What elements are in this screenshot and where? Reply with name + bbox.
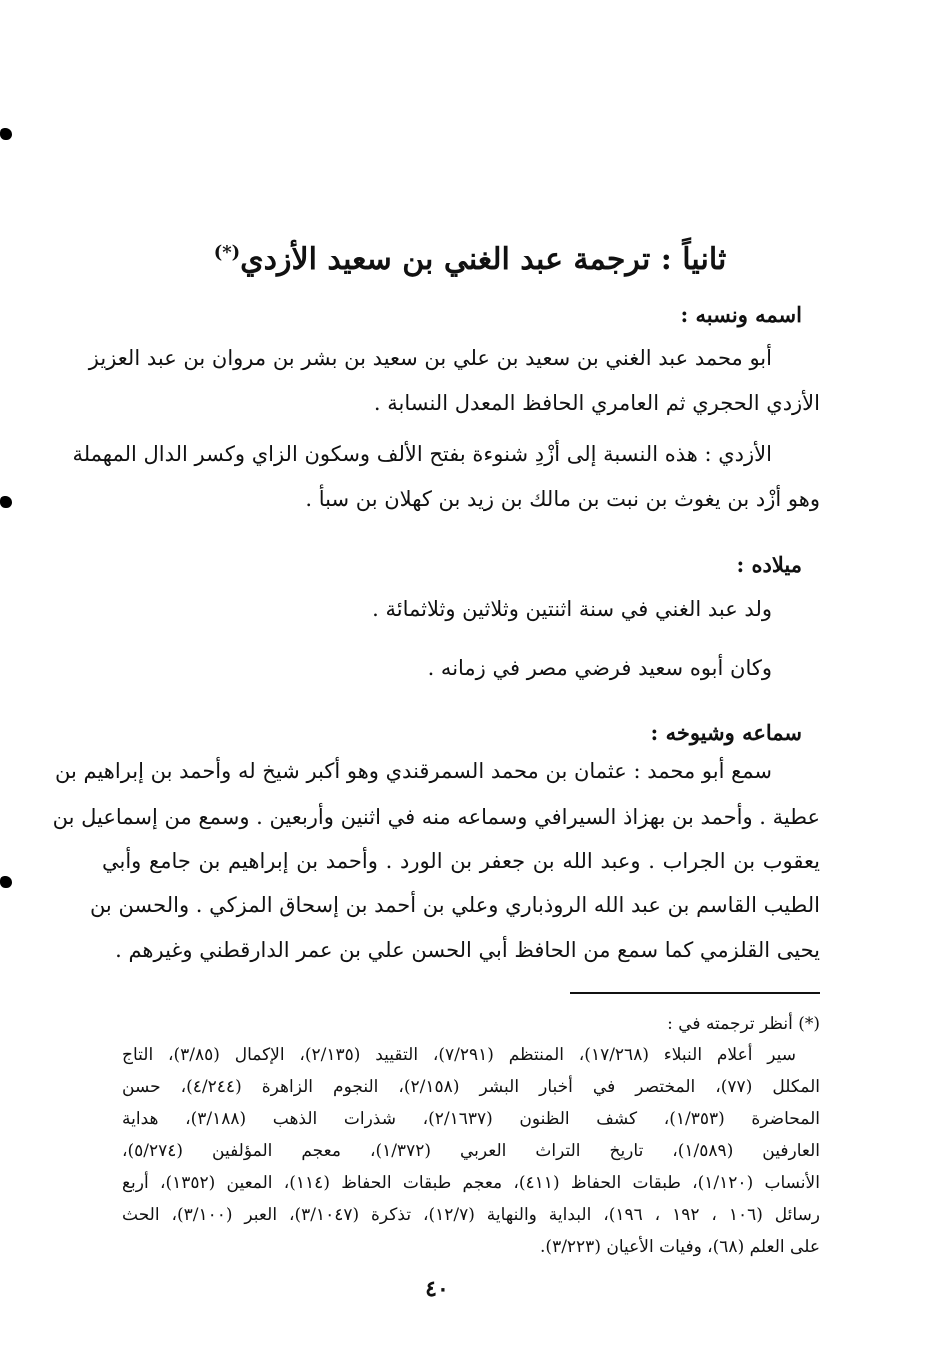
section-heading-birth: ميلاده : xyxy=(736,552,802,577)
chapter-title xyxy=(150,228,790,285)
footnote-line: العارفين (١/٥٨٩)، تاريخ التراث العربي (١/٣٧٢)، معجم المؤلفين (٥/٢٧٤)، xyxy=(122,1141,821,1161)
scan-edge-mark xyxy=(0,876,12,888)
page-number: ٤٠ xyxy=(425,1276,449,1302)
section-heading-name: اسمه ونسبه : xyxy=(680,302,802,327)
paragraph-line: الطيب القاسم بن عبد الله الروذباري وعلي بن أحمد بن إسحاق المزكي . والحسن بن xyxy=(89,893,820,917)
footnote-line: سير أعلام النبلاء (١٧/٢٦٨)، المنتظم (٧/٢٩١)، التقييد (٢/١٣٥)، الإكمال (٣/٨٥)، التاج xyxy=(122,1045,797,1065)
paragraph-line: سمع أبو محمد : عثمان بن محمد السمرقندي وهو أكبر شيخ له وأحمد بن إبراهيم بن xyxy=(54,759,772,783)
paragraph-line: أبو محمد عبد الغني بن سعيد بن علي بن سعيد بن بشر بن مروان بن عبد العزيز xyxy=(88,346,772,370)
footnote-line: على العلم (٦٨)، وفيات الأعيان (٣/٢٢٣). xyxy=(540,1237,820,1257)
paragraph-line: يعقوب بن الجراب . وعبد الله بن جعفر بن الورد . وأحمد بن إبراهيم بن جامع وأبي xyxy=(102,849,820,873)
footnote-separator xyxy=(570,992,820,994)
paragraph-line: الأزدي الحجري ثم العامري الحافظ المعدل النسابة . xyxy=(373,391,820,415)
paragraph-line: يحيى القلزمي كما سمع من الحافظ أبي الحسن علي بن عمر الدارقطني وغيرهم . xyxy=(115,938,820,962)
paragraph-line: وهو أزْد بن يغوث بن نبت بن مالك بن زيد بن كهلان بن سبأ . xyxy=(305,487,820,511)
footnote-line: المكلل (٧٧)، المختصر في أخبار البشر (٢/١٥٨)، النجوم الزاهرة (٤/٢٤٤)، حسن xyxy=(122,1077,820,1097)
section-heading-hearing: سماعه وشيوخه : xyxy=(650,720,802,745)
footnote-intro: (*) أنظر ترجمته في : xyxy=(667,1014,820,1034)
paragraph-line: عطية . وأحمد بن بهزاذ السيرافي وسماعه منه في اثنين وأربعين . وسمع من إسماعيل بن xyxy=(52,805,820,829)
scan-edge-mark xyxy=(0,496,12,508)
scan-edge-mark xyxy=(0,128,12,140)
paragraph-line: ولد عبد الغني في سنة اثنتين وثلاثين وثلاثمائة . xyxy=(372,597,772,621)
footnote-line: المحاضرة (١/٣٥٣)، كشف الظنون (٢/١٦٣٧)، شذرات الذهب (٣/١٨٨)، هداية xyxy=(122,1109,820,1129)
footnote-line: الأنساب (١/١٢٠)، طبقات الحفاظ (٤١١)، معجم طبقات الحفاظ (١١٤)، المعين (١٣٥٢)، أربع xyxy=(122,1173,820,1193)
footnote-line: رسائل (١٠٦ ، ١٩٢ ، ١٩٦)، البداية والنهاية (١٢/٧)، تذكرة (٣/١٠٤٧)، العبر (٣/١٠٠)، الحث xyxy=(122,1205,821,1225)
footnote-marker: (*) xyxy=(213,242,241,263)
paragraph-line: الأزدي : هذه النسبة إلى أزْدِ شنوءة بفتح الألف وسكون الزاي وكسر الدال المهملة xyxy=(72,442,772,466)
paragraph-line: وكان أبوه سعيد فرضي مصر في زمانه . xyxy=(427,656,772,680)
chapter-title-text: ثانياً : ترجمة عبد الغني بن سعيد الأزدي xyxy=(240,242,727,277)
